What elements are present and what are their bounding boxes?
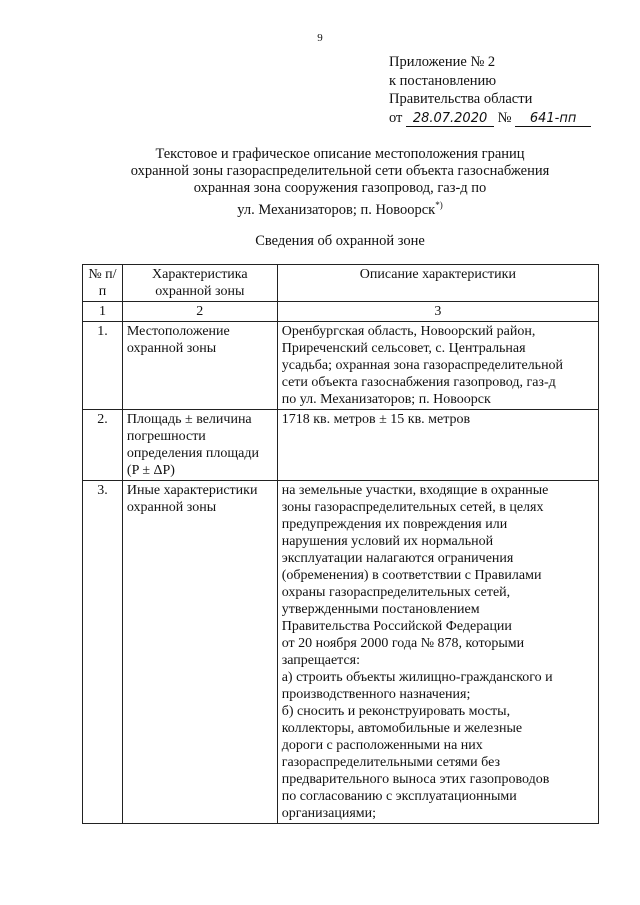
description-line: предварительного выноса этих газопроводов: [281, 772, 550, 787]
column-number-row: [83, 302, 599, 322]
table-row: [83, 322, 599, 410]
appendix-from-label: от: [389, 109, 403, 126]
description-line: производственного назначения;: [281, 687, 471, 702]
description-line: а) строить объекты жилищно-гражданского и: [281, 670, 553, 685]
description-line: коллекторы, автомобильные и железные: [281, 721, 523, 736]
row-characteristic: Иные характеристики охранной зоны: [122, 481, 277, 824]
zone-info-table: [82, 264, 599, 824]
column-number-1: 1: [83, 302, 123, 322]
appendix-line-2: к постановлению: [389, 72, 497, 89]
title-line-3: охранная зона сооружения газопровод, газ-д по: [193, 180, 487, 196]
table-row: [83, 481, 599, 824]
handwritten-number: 641-пп: [515, 112, 591, 127]
description-line: дороги с расположенными на них: [281, 738, 483, 753]
section-subtitle: Сведения об охранной зоне: [255, 233, 425, 249]
header-description: Описание характеристики: [277, 265, 598, 302]
description-line: нарушения условий их нормальной: [281, 534, 494, 549]
row-num: 3.: [83, 481, 123, 824]
row-num: 1.: [83, 322, 123, 410]
description-line: (обременения) в соответствии с Правилами: [281, 568, 542, 583]
description-line: сети объекта газоснабжения газопровод, газ-д: [281, 375, 556, 390]
description-line: Оренбургская область, Новоорский район,: [281, 324, 536, 339]
row-characteristic: Местоположение охранной зоны: [122, 322, 277, 410]
description-line: предупреждения их повреждения или: [281, 517, 508, 532]
document-title: [60, 146, 620, 219]
appendix-date-line: [389, 109, 591, 128]
description-line: газораспределительными сетями без: [281, 755, 501, 770]
page-number: 9: [317, 32, 323, 44]
description-line: 1718 кв. метров ± 15 кв. метров: [281, 412, 471, 427]
description-line: Приреченский сельсовет, с. Центральная: [281, 341, 526, 356]
description-line: Правительства Российской Федерации: [281, 619, 512, 634]
header-num: № п/п: [83, 265, 123, 302]
description-line: на земельные участки, входящие в охранные: [281, 483, 549, 498]
table-row: [83, 410, 599, 481]
description-line: по согласованию с эксплуатационными: [281, 789, 517, 804]
description-line: утвержденными постановлением: [281, 602, 480, 617]
description-line: по ул. Механизаторов; п. Новоорск: [281, 392, 491, 407]
description-line: зоны газораспределительных сетей, в целях: [281, 500, 544, 515]
title-line-4-text: ул. Механизаторов; п. Новоорск: [237, 201, 436, 218]
description-line: запрещается:: [281, 653, 361, 668]
row-description: [277, 481, 598, 824]
column-number-3: 3: [277, 302, 598, 322]
header-characteristic: Характеристика охранной зоны: [122, 265, 277, 302]
description-line: организациями;: [281, 806, 377, 821]
appendix-block: [389, 53, 591, 127]
appendix-line-1: Приложение № 2: [389, 54, 496, 70]
description-line: б) сносить и реконструировать мосты,: [281, 704, 511, 719]
description-line: от 20 ноября 2000 года № 878, которыми: [281, 636, 525, 651]
description-line: охраны газораспределительных сетей,: [281, 585, 511, 600]
description-line: усадьба; охранная зона газораспределительной: [281, 358, 564, 373]
title-line-4: [60, 197, 620, 219]
column-number-2: 2: [122, 302, 277, 322]
handwritten-date: 28.07.2020: [406, 112, 494, 127]
title-line-1: Текстовое и графическое описание местоположения границ: [155, 146, 525, 162]
row-num: 2.: [83, 410, 123, 481]
row-description: [277, 322, 598, 410]
appendix-line-3: Правительства области: [389, 91, 533, 107]
appendix-number-label: №: [497, 109, 512, 126]
row-description: [277, 410, 598, 481]
row-characteristic: Площадь ± величина погрешности определения площади (P ± ΔP): [122, 410, 277, 481]
description-line: эксплуатации налагаются ограничения: [281, 551, 514, 566]
footnote-mark: *): [435, 200, 443, 210]
table-header-row: [83, 265, 599, 302]
title-line-2: охранной зоны газораспределительной сети объекта газоснабжения: [130, 163, 550, 179]
